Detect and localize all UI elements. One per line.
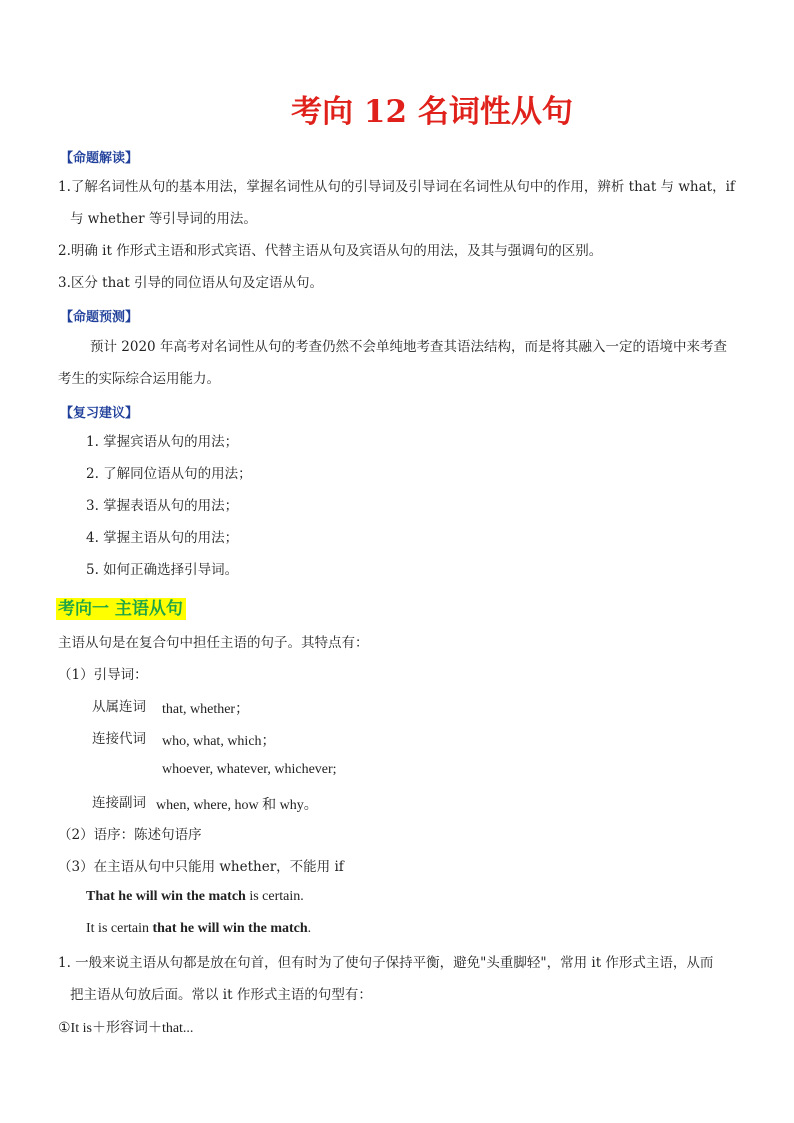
introducer-label: （1）引导词：	[58, 667, 148, 683]
example-1-clause: That he will win the match	[86, 889, 246, 904]
example-2-clause: that he will win the match	[152, 921, 308, 936]
formal-subject-note-line-1: 1. 一般来说主语从句都是放在句首，但有时为了使句子保持平衡，避免"头重脚轻"，常用 it 作形式主语，从而	[58, 955, 714, 971]
section-header-prediction: 【命题预测】	[60, 310, 139, 325]
connective-pronoun-label: 连接代词	[92, 731, 146, 747]
review-item-5: 5. 如何正确选择引导词。	[86, 562, 239, 578]
formal-subject-note-line-2: 把主语从句放后面。常以 it 作形式主语的句型有：	[70, 987, 372, 1003]
connective-adverb-label: 连接副词	[92, 795, 146, 811]
interpretation-item-1-line-1: 1.了解名词性从句的基本用法，掌握名词性从句的引导词及引导词在名词性从句中的作用，辨析 that 与 what，if	[58, 179, 735, 195]
connective-adverb-value: when, where, how 和 why。	[156, 798, 318, 813]
connective-pronoun-value-2: whoever, whatever, whichever;	[162, 762, 337, 777]
review-item-2: 2. 了解同位语从句的用法；	[86, 466, 252, 482]
connective-pronoun-value-1: who, what, which；	[162, 734, 276, 749]
interpretation-item-2: 2.明确 it 作形式主语和形式宾语、代替主语从句及宾语从句的用法，及其与强调句的区别。	[58, 243, 603, 259]
review-item-3: 3. 掌握表语从句的用法；	[86, 498, 239, 514]
whether-note: （3）在主语从句中只能用 whether，不能用 if	[58, 859, 344, 875]
section-header-interpretation: 【命题解读】	[60, 151, 139, 166]
review-item-1: 1. 掌握宾语从句的用法；	[86, 434, 239, 450]
example-1-rest: is certain.	[245, 889, 304, 904]
example-sentence-2	[86, 921, 311, 937]
prediction-line-2: 考生的实际综合运用能力。	[58, 371, 220, 387]
subordinating-conjunction-value: that, whether；	[162, 702, 250, 717]
topic-heading-subject-clause: 考向一 主语从句	[56, 598, 186, 620]
section-header-review: 【复习建议】	[60, 406, 139, 421]
sentence-pattern-1: ①It is＋形容词＋that...	[58, 1021, 194, 1036]
interpretation-item-3: 3.区分 that 引导的同位语从句及定语从句。	[58, 275, 324, 291]
example-sentence-1	[86, 889, 304, 905]
subordinating-conjunction-label: 从属连词	[92, 699, 146, 715]
page-title: 考向 12 名词性从句	[291, 94, 573, 130]
topic-intro: 主语从句是在复合句中担任主语的句子。其特点有：	[58, 635, 369, 651]
example-2-end: .	[307, 921, 312, 936]
review-item-4: 4. 掌握主语从句的用法；	[86, 530, 239, 546]
prediction-line-1: 预计 2020 年高考对名词性从句的考查仍然不会单纯地考查其语法结构，而是将其融入一定的语境中来考查	[90, 339, 727, 355]
example-2-start: It is certain	[86, 921, 153, 936]
word-order-note: （2）语序：陈述句语序	[58, 827, 202, 843]
interpretation-item-1-line-2: 与 whether 等引导词的用法。	[70, 211, 257, 227]
